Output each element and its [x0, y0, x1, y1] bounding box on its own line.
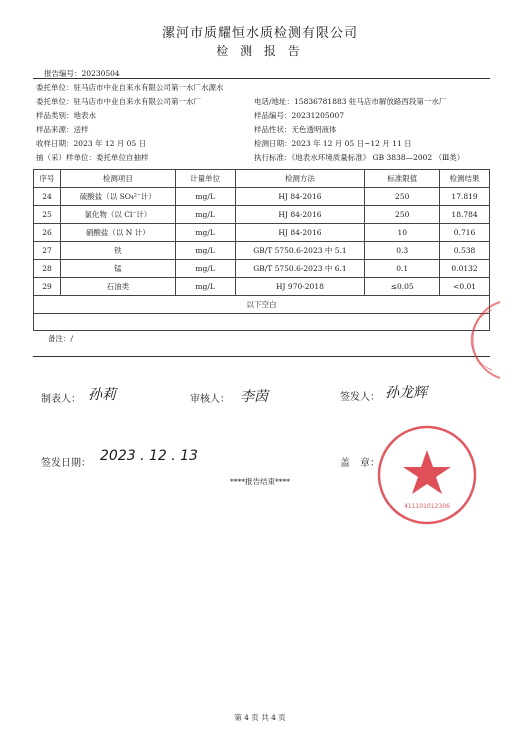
table-cell: 0.716 — [440, 224, 490, 242]
results-table — [33, 169, 490, 331]
table-cell: mg/L — [175, 242, 235, 260]
report-title: 检 测 报 告 — [216, 44, 304, 58]
standard: 执行标准：《地表水环境质量标准》 GB 3838—2002 （Ⅲ类） — [254, 153, 465, 162]
sampling-unit: 抽（采）样单位：委托单位自抽样 — [36, 153, 149, 162]
table-cell: HJ 84-2016 — [235, 206, 365, 224]
receive-date: 收样日期：2023 年 12 月 05 日 — [36, 139, 147, 148]
table-cell: <0.01 — [440, 278, 490, 296]
table-cell: 25 — [34, 206, 61, 224]
client-unit: 委托单位：驻马店市中业自来水有限公司第一水厂水源水 — [36, 83, 224, 92]
official-seal-icon — [372, 420, 482, 530]
table-empty-cell — [34, 314, 490, 331]
table-row — [34, 188, 490, 206]
compiler-label: 制表人： — [41, 394, 81, 405]
table-cell: HJ 970-2018 — [235, 278, 365, 296]
table-cell: mg/L — [175, 260, 235, 278]
seal-label: 盖 章： — [340, 458, 380, 469]
table-cell: 0.1 — [365, 260, 440, 278]
reviewer-signature: 李茵 — [240, 389, 268, 405]
table-cell: 氯化物（以 Cl⁻计） — [60, 206, 175, 224]
table-cell: mg/L — [175, 206, 235, 224]
table-cell: mg/L — [175, 224, 235, 242]
table-header: 检测结果 — [440, 170, 490, 188]
table-header: 检测方法 — [235, 170, 365, 188]
table-cell: 硝酸盐（以 N 计） — [60, 224, 175, 242]
table-cell: GB/T 5750.6-2023 中 5.1 — [235, 242, 365, 260]
client-unit-2: 委托单位：驻马店市中业自来水有限公司第一水厂 — [36, 97, 201, 106]
table-cell: HJ 84-2016 — [235, 224, 365, 242]
table-row — [34, 224, 490, 242]
blank-row — [34, 296, 490, 314]
svg-text:411101012306: 411101012306 — [404, 503, 450, 510]
table-cell: 26 — [34, 224, 61, 242]
remarks-divider — [33, 356, 490, 357]
spacer-row — [34, 314, 490, 331]
blank-note: 以下空白 — [34, 296, 490, 314]
table-cell: mg/L — [175, 188, 235, 206]
issuer-signature: 孙龙辉 — [385, 385, 427, 401]
sample-type: 样品类别：地表水 — [36, 111, 96, 120]
table-header: 标准限值 — [365, 170, 440, 188]
table-cell: GB/T 5750.6-2023 中 6.1 — [235, 260, 365, 278]
table-row — [34, 206, 490, 224]
sample-description: 样品性状：无色透明液体 — [254, 125, 337, 134]
issue-date-value: 2023 . 12 . 13 — [100, 448, 198, 464]
report-number: 报告编号：20230504 — [44, 69, 120, 78]
table-cell: 29 — [34, 278, 61, 296]
table-cell: 28 — [34, 260, 61, 278]
table-row — [34, 278, 490, 296]
table-cell: 0.0132 — [440, 260, 490, 278]
end-note: ****报告结束**** — [230, 477, 290, 486]
header-divider — [33, 78, 490, 79]
table-cell: 17.819 — [440, 188, 490, 206]
sample-source: 样品来源：送样 — [36, 125, 89, 134]
company-title: 漯河市质耀恒水质检测有限公司 — [161, 26, 358, 41]
table-cell: ≤0.05 — [365, 278, 440, 296]
edge-seal-icon — [470, 300, 510, 380]
table-cell: 24 — [34, 188, 61, 206]
table-cell: 10 — [365, 224, 440, 242]
table-cell: 锰 — [60, 260, 175, 278]
table-cell: mg/L — [175, 278, 235, 296]
page-number: 第 4 页 共 4 页 — [234, 713, 286, 722]
sample-number: 样品编号：20231205007 — [254, 111, 344, 120]
table-header-row — [34, 170, 490, 188]
phone-address: 电话/地址：15836781883 驻马店市解放路西段第一水厂 — [254, 97, 447, 106]
table-cell: 铁 — [60, 242, 175, 260]
table-header: 检测项目 — [60, 170, 175, 188]
test-date: 检测日期：2023 年 12 月 05 日~12 月 11 日 — [254, 139, 412, 148]
table-cell: 硫酸盐（以 SO₄²⁻计） — [60, 188, 175, 206]
table-row — [34, 260, 490, 278]
table-row — [34, 242, 490, 260]
compiler-signature: 孙莉 — [88, 387, 116, 403]
issuer-label: 签发人： — [340, 392, 380, 403]
table-cell: 0.3 — [365, 242, 440, 260]
remarks: 备注：/ — [48, 334, 74, 343]
table-cell: 27 — [34, 242, 61, 260]
reviewer-label: 审核人： — [190, 394, 230, 405]
table-header: 序号 — [34, 170, 61, 188]
table-cell: 250 — [365, 206, 440, 224]
table-cell: 石油类 — [60, 278, 175, 296]
table-cell: HJ 84-2016 — [235, 188, 365, 206]
table-cell: 0.538 — [440, 242, 490, 260]
issue-date-label: 签发日期： — [41, 458, 91, 469]
table-header: 计量单位 — [175, 170, 235, 188]
table-cell: 250 — [365, 188, 440, 206]
table-cell: 18.784 — [440, 206, 490, 224]
